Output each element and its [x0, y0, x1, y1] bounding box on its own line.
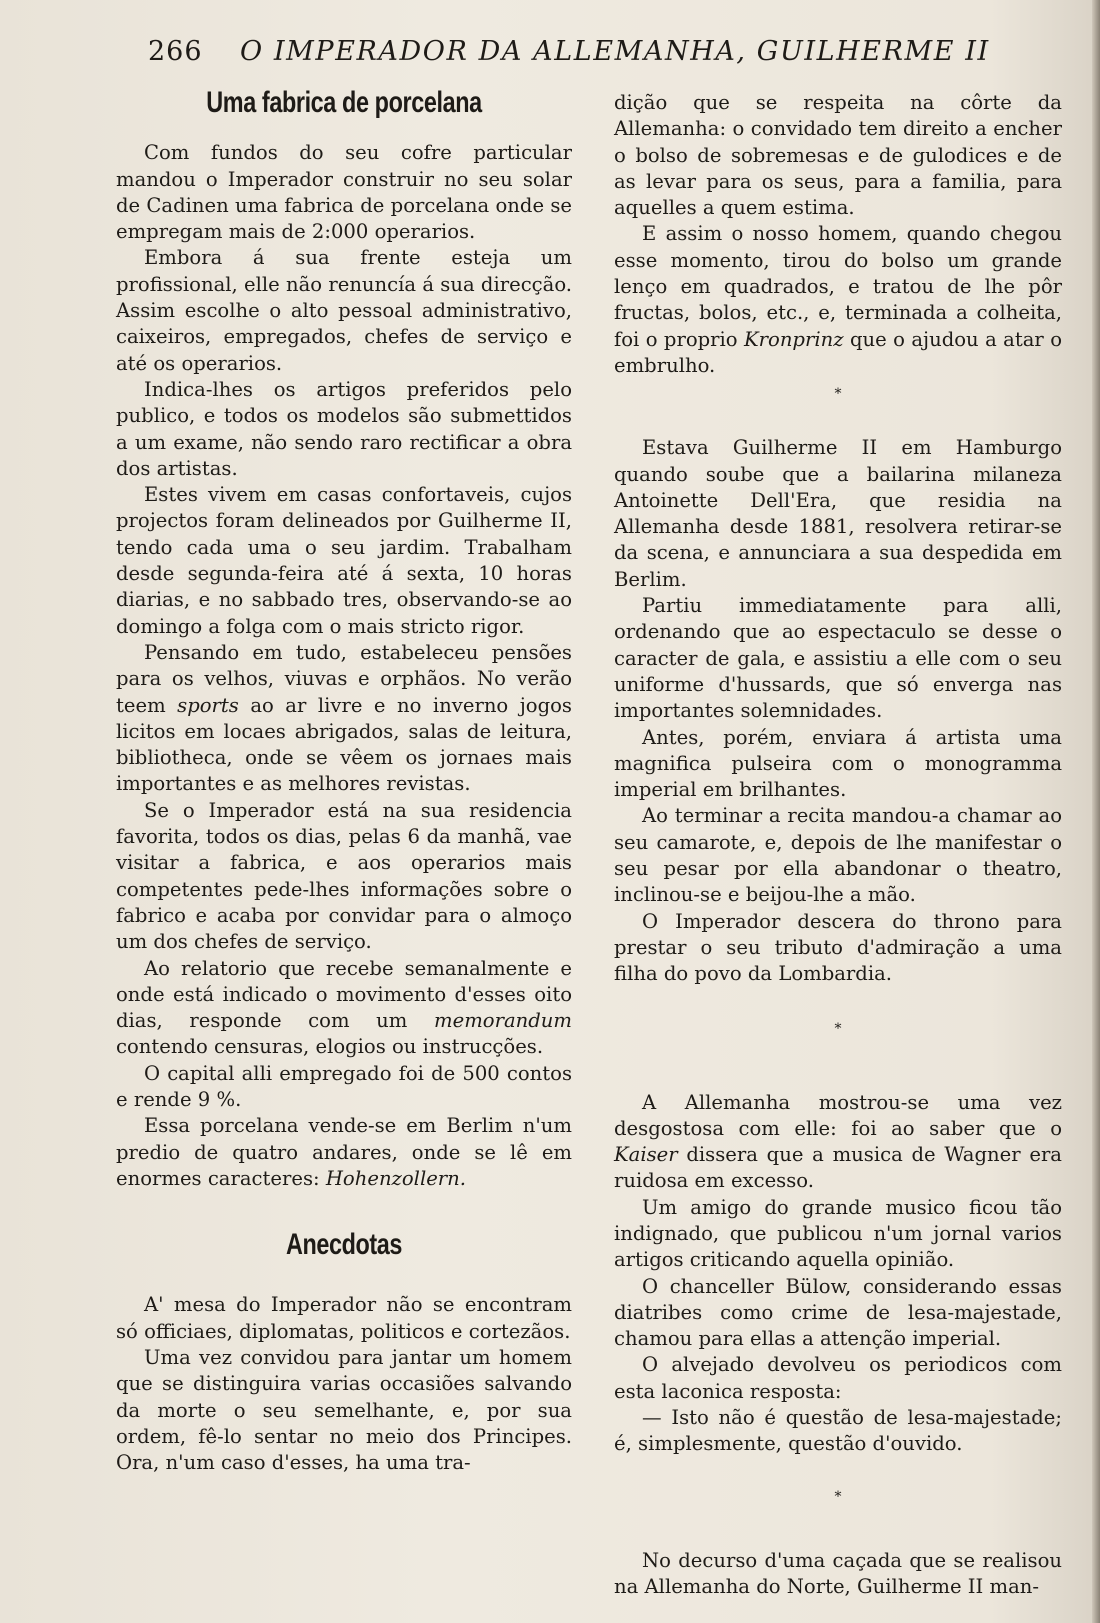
text-run: Essa porcelana vende-se em Berlim n'um predio de quatro andares, onde se lê em enormes caracteres: [116, 1114, 572, 1190]
paragraph: No decurso d'uma caçada que se realisou na Allemanha do Norte, Guilherme II man- [614, 1548, 1062, 1598]
section-heading-porcelain: Uma fabrica de porcelana [206, 86, 482, 119]
section-heading-anecdotes: Anecdotas [285, 1228, 403, 1262]
running-title: O IMPERADOR DA ALLEMANHA, GUILHERME II [240, 36, 990, 67]
text-run: A Allemanha mostrou-se uma vez desgostosa com elle: foi ao saber que o [614, 1090, 1062, 1140]
paragraph: Antes, porém, enviara á artista uma magnifica pulseira com o monogramma imperial em brilhantes. [614, 725, 1062, 802]
running-header [148, 34, 990, 74]
italic-term: Kronprinz [744, 327, 844, 351]
paragraph-continued: dição que se respeita na côrte da Allemanha: o convidado tem direito a encher o bolso de sobremesas e de gulodices e de as levar para os seus, para a familia, para aquelles a quem estima. [614, 91, 1062, 220]
paragraph: O alvejado devolveu os periodicos com esta laconica resposta: [614, 1353, 1062, 1403]
paragraph: O chanceller Bülow, considerando essas diatribes como crime de lesa-majestade, chamou para ellas a attenção imperial. [614, 1274, 1062, 1351]
paragraph: Estes vivem em casas confortaveis, cujos projectos foram delineados por Guilherme II, tendo cada uma o seu jardim. Trabalham desde segunda-feira até á sexta, 10 horas diarias, e no sabbado tres, observando-se ao domingo a folga com o mais stricto rigor. [116, 483, 572, 638]
text-run: contendo censuras, elogios ou instrucções. [116, 1035, 544, 1059]
italic-term: Hohenzollern. [325, 1166, 467, 1190]
paragraph: Se o Imperador está na sua residencia favorita, todos os dias, pelas 6 da manhã, vae visitar a fabrica, e aos operarios mais competentes pede-lhes informações sobre o fabrico e acaba por convidar para o almoço um dos chefes de serviço. [116, 798, 572, 954]
page-number: 266 [148, 36, 203, 67]
section-divider-asterisk: * [834, 1020, 842, 1037]
page-edge [1092, 0, 1100, 1623]
italic-term: memorandum [434, 1009, 572, 1033]
left-column [116, 86, 572, 1540]
right-column [614, 90, 1062, 1598]
paragraph: Indica-lhes os artigos preferidos pelo publico, e todos os modelos são submettidos a um exame, não sendo raro rectificar a obra dos artistas. [116, 377, 572, 480]
paragraph: — Isto não é questão de lesa-majestade; é, simplesmente, questão d'ouvido. [614, 1406, 1062, 1456]
paragraph: Partiu immediatamente para alli, ordenando que ao espectaculo se desse o caracter de gala, e assistiu a elle com o seu uniforme d'hussards, que só enverga nas importantes solemnidades. [614, 594, 1062, 723]
paragraph [116, 956, 572, 1061]
paragraph: O Imperador descera do throno para prestar o seu tributo d'admiração a uma filha do povo da Lombardia. [614, 909, 1062, 986]
text-run: ao ar livre e no inverno jogos licitos em locaes abrigados, salas de leitura, bibliotheca, onde se vêem os jornaes mais importantes e as melhores revistas. [116, 693, 572, 796]
paragraph: A' mesa do Imperador não se encontram só officiaes, diplomatas, politicos e cortezãos. [116, 1293, 572, 1343]
paragraph: Uma vez convidou para jantar um homem que se distinguira varias occasiões salvando da morte o seu semelhante, e, por sua ordem, fê-lo sentar no meio dos Principes. Ora, n'um caso d'esses, ha uma tra- [116, 1346, 572, 1475]
paragraph: O capital alli empregado foi de 500 contos e rende 9 %. [116, 1061, 572, 1111]
paragraph [614, 221, 1062, 379]
text-run: que o ajudou a atar o embrulho. [614, 327, 1062, 377]
italic-term: sports [177, 693, 239, 717]
text-run: dissera que a musica de Wagner era ruidosa em excesso. [614, 1143, 1062, 1193]
text-run: Pensando em tudo, estabeleceu pensões para os velhos, viuvas e orphãos. No verão teem [116, 640, 572, 717]
paragraph [116, 1113, 572, 1192]
paragraph: Estava Guilherme II em Hamburgo quando soube que a bailarina milaneza Antoinette Dell'Era, que residia na Allemanha desde 1881, resolvera retirar-se da scena, e annunciara a sua despedida em Berlim. [614, 436, 1062, 591]
text-run: Ao relatorio que recebe semanalmente e onde está indicado o movimento d'esses oito dias, responde com um [116, 956, 572, 1033]
paragraph [116, 640, 572, 798]
italic-term: Kaiser [614, 1143, 678, 1167]
paragraph: Ao terminar a recita mandou-a chamar ao seu camarote, e, depois de lhe manifestar o seu pesar por ella abandonar o theatro, inclinou-se e beijou-lhe a mão. [614, 804, 1062, 907]
text-run: E assim o nosso homem, quando chegou esse momento, tirou do bolso um grande lenço em quadrados, e tratou de lhe pôr fructas, bolos, etc., e, terminada a colheita, foi o proprio [614, 222, 1062, 351]
paragraph: Um amigo do grande musico ficou tão indignado, que publicou n'um jornal varios artigos criticando aquella opinião. [614, 1195, 1062, 1272]
section-divider-asterisk: * [834, 386, 842, 403]
paragraph [614, 1090, 1062, 1195]
paragraph: Embora á sua frente esteja um profissional, elle não renuncía á sua direcção. Assim escolhe o alto pessoal administrativo, caixeiros, empregados, chefes de serviço e até os operarios. [116, 246, 572, 375]
paragraph: Com fundos do seu cofre particular mandou o Imperador construir no seu solar de Cadinen uma fabrica de porcelana onde se empregam mais de 2:000 operarios. [116, 141, 572, 244]
section-divider-asterisk: * [834, 1488, 842, 1505]
